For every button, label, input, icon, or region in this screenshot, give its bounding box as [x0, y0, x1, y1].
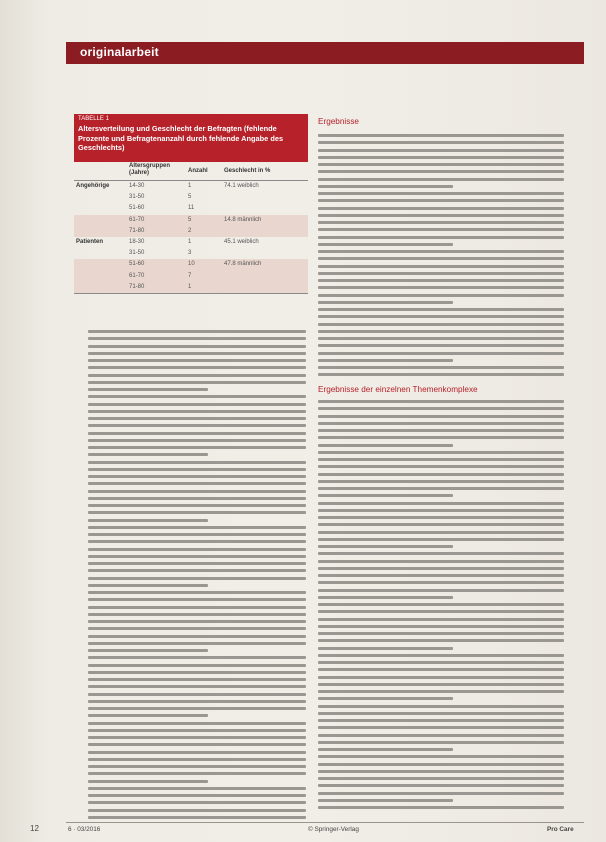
- text-line: [318, 352, 564, 355]
- text-line: [88, 751, 306, 754]
- text-line: [88, 765, 306, 768]
- text-line: [318, 373, 564, 376]
- footer-rule: [66, 822, 584, 823]
- text-line: [318, 250, 564, 253]
- text-line: [88, 490, 306, 493]
- section-heading-results: Ergebnisse: [318, 117, 359, 126]
- text-line: [88, 801, 306, 804]
- table-title: Altersverteilung und Geschlecht der Befragten (fehlende Prozente und Befragtenanzahl durch fehlende Angabe des Geschlechts): [78, 124, 284, 153]
- section-header-bar: [66, 42, 584, 64]
- section-heading-themes: Ergebnisse der einzelnen Themenkomplexe: [318, 385, 478, 394]
- text-line: [318, 366, 564, 369]
- text-line: [88, 352, 306, 355]
- text-line: [318, 323, 564, 326]
- table-caption: [74, 114, 308, 162]
- table-number: TABELLE 1: [78, 116, 109, 122]
- text-line: [88, 664, 306, 667]
- text-line: [88, 794, 306, 797]
- text-line: [88, 424, 306, 427]
- text-line: [318, 502, 564, 505]
- text-line: [318, 473, 564, 476]
- row-group: Patienten: [76, 238, 104, 245]
- text-line: [88, 584, 208, 587]
- journal-name: Pro Care: [547, 826, 574, 833]
- text-line: [318, 755, 564, 758]
- text-line: [318, 359, 453, 362]
- text-line: [318, 690, 564, 693]
- text-line: [88, 388, 208, 391]
- text-line: [318, 308, 564, 311]
- text-line: [318, 668, 564, 671]
- row-age: 51-60: [129, 261, 145, 268]
- text-line: [88, 562, 306, 565]
- text-line: [88, 374, 306, 377]
- row-age: 61-70: [129, 272, 145, 279]
- text-line: [318, 574, 564, 577]
- row-age: 31-50: [129, 250, 145, 257]
- text-line: [318, 429, 564, 432]
- row-count: 1: [188, 238, 192, 245]
- text-line: [318, 552, 564, 555]
- text-line: [318, 523, 564, 526]
- text-line: [88, 511, 306, 514]
- text-line: [88, 548, 306, 551]
- text-line: [318, 487, 564, 490]
- text-line: [318, 178, 564, 181]
- data-table: [74, 162, 308, 294]
- text-line: [88, 780, 208, 783]
- text-line: [318, 337, 564, 340]
- text-line: [318, 770, 564, 773]
- row-count: 10: [188, 261, 195, 268]
- text-line: [318, 228, 564, 231]
- text-line: [88, 453, 208, 456]
- text-line: [88, 642, 306, 645]
- row-count: 1: [188, 183, 192, 189]
- table-body: [74, 181, 308, 293]
- text-line: [88, 620, 306, 623]
- text-line: [318, 719, 564, 722]
- text-line: [318, 596, 453, 599]
- row-count: 2: [188, 227, 192, 234]
- table-row: [74, 215, 308, 226]
- text-line: [88, 359, 306, 362]
- text-line: [318, 156, 564, 159]
- text-line: [318, 465, 564, 468]
- text-line: [88, 729, 306, 732]
- text-line: [88, 497, 306, 500]
- row-age: 71-80: [129, 283, 145, 290]
- table-bottom-rule: [74, 293, 308, 294]
- text-line: [88, 410, 306, 413]
- text-line: [88, 577, 306, 580]
- text-line: [318, 625, 564, 628]
- text-line: [318, 683, 564, 686]
- text-line: [88, 366, 306, 369]
- text-line: [318, 192, 564, 195]
- text-line: [88, 685, 306, 688]
- text-line: [88, 714, 208, 717]
- text-line: [318, 265, 564, 268]
- text-line: [88, 468, 306, 471]
- text-line: [318, 141, 564, 144]
- text-line: [318, 458, 564, 461]
- text-line: [318, 236, 564, 239]
- text-line: [88, 403, 306, 406]
- text-line: [318, 531, 564, 534]
- text-line: [88, 337, 306, 340]
- row-age: 18-30: [129, 238, 145, 245]
- text-line: [318, 199, 564, 202]
- text-line: [318, 286, 564, 289]
- text-line: [318, 170, 564, 173]
- text-line: [318, 494, 453, 497]
- text-line: [318, 697, 453, 700]
- text-line: [318, 632, 564, 635]
- row-gender: 45.1 weiblich: [224, 238, 259, 245]
- text-line: [88, 591, 306, 594]
- text-line: [318, 741, 564, 744]
- text-line: [318, 705, 564, 708]
- text-line: [318, 639, 564, 642]
- row-age: 61-70: [129, 216, 145, 223]
- row-count: 5: [188, 216, 192, 223]
- text-line: [318, 748, 453, 751]
- text-line: [88, 693, 306, 696]
- text-line: [318, 301, 453, 304]
- text-line: [318, 400, 564, 403]
- row-count: 3: [188, 250, 192, 257]
- text-line: [88, 627, 306, 630]
- text-line: [318, 444, 453, 447]
- text-line: [318, 279, 564, 282]
- text-line: [318, 243, 453, 246]
- text-line: [318, 726, 564, 729]
- section-header-label: originalarbeit: [80, 45, 159, 59]
- text-line: [318, 272, 564, 275]
- text-line: [318, 415, 564, 418]
- text-line: [318, 134, 564, 137]
- table-row: [74, 226, 308, 237]
- row-gender: 74.1 weiblich: [224, 183, 259, 189]
- text-line: [88, 671, 306, 674]
- text-line: [318, 799, 453, 802]
- table-row: [74, 192, 308, 203]
- table-row: [74, 248, 308, 259]
- text-line: [318, 712, 564, 715]
- text-line: [88, 439, 306, 442]
- text-line: [318, 436, 564, 439]
- text-line: [318, 163, 564, 166]
- text-line: [318, 676, 564, 679]
- row-count: 7: [188, 272, 192, 279]
- text-line: [318, 610, 564, 613]
- text-line: [318, 538, 564, 541]
- text-line: [318, 509, 564, 512]
- page-number: 12: [30, 824, 39, 833]
- text-line: [88, 678, 306, 681]
- text-line: [88, 649, 208, 652]
- text-line: [88, 395, 306, 398]
- text-line: [318, 480, 564, 483]
- text-line: [318, 777, 564, 780]
- text-line: [318, 581, 564, 584]
- text-line: [88, 417, 306, 420]
- text-line: [88, 743, 306, 746]
- text-line: [318, 545, 453, 548]
- table-row: [74, 271, 308, 282]
- column-header-gender: Geschlecht in %: [224, 168, 271, 174]
- text-line: [88, 758, 306, 761]
- text-line: [318, 647, 453, 650]
- text-line: [88, 598, 306, 601]
- text-line: [318, 214, 564, 217]
- row-gender: 47.8 männlich: [224, 261, 262, 268]
- text-line: [318, 221, 564, 224]
- text-line: [318, 422, 564, 425]
- text-line: [88, 635, 306, 638]
- text-line: [88, 504, 306, 507]
- text-line: [318, 806, 564, 809]
- text-line: [318, 784, 564, 787]
- row-count: 11: [188, 205, 195, 212]
- text-line: [88, 707, 306, 710]
- text-line: [318, 792, 564, 795]
- text-line: [318, 567, 564, 570]
- text-line: [88, 722, 306, 725]
- text-line: [88, 330, 306, 333]
- row-count: 5: [188, 194, 192, 201]
- row-gender: 14.8 männlich: [224, 216, 262, 223]
- publisher: © Springer-Verlag: [308, 826, 359, 833]
- row-group: Angehörige: [76, 183, 110, 189]
- text-line: [318, 315, 564, 318]
- table-row: [74, 237, 308, 248]
- table-row: [74, 181, 308, 192]
- text-line: [318, 330, 564, 333]
- text-line: [88, 345, 306, 348]
- text-line: [318, 149, 564, 152]
- text-line: [318, 734, 564, 737]
- text-line: [88, 526, 306, 529]
- text-line: [318, 185, 453, 188]
- table-row: [74, 259, 308, 270]
- text-line: [318, 344, 564, 347]
- table-header: [74, 162, 308, 181]
- text-line: [88, 381, 306, 384]
- text-line: [88, 809, 306, 812]
- text-line: [88, 736, 306, 739]
- text-line: [88, 461, 306, 464]
- text-line: [318, 661, 564, 664]
- text-line: [318, 763, 564, 766]
- text-line: [318, 294, 564, 297]
- text-line: [88, 540, 306, 543]
- text-line: [88, 555, 306, 558]
- text-line: [318, 589, 564, 592]
- text-line: [88, 816, 306, 819]
- text-line: [318, 516, 564, 519]
- text-line: [88, 700, 306, 703]
- text-line: [318, 654, 564, 657]
- table-row: [74, 282, 308, 293]
- row-age: 14-30: [129, 183, 145, 189]
- text-line: [88, 613, 306, 616]
- row-age: 71-80: [129, 227, 145, 234]
- text-line: [88, 787, 306, 790]
- text-line: [318, 451, 564, 454]
- text-line: [88, 606, 306, 609]
- text-line: [318, 618, 564, 621]
- text-line: [318, 407, 564, 410]
- text-line: [88, 432, 306, 435]
- text-line: [88, 475, 306, 478]
- text-line: [318, 207, 564, 210]
- text-line: [88, 519, 208, 522]
- table-row: [74, 203, 308, 214]
- row-age: 31-50: [129, 194, 145, 201]
- issue-info: 6 · 03/2016: [68, 826, 101, 833]
- text-line: [88, 569, 306, 572]
- text-line: [318, 603, 564, 606]
- column-header-age: Altersgruppen (Jahre): [129, 163, 171, 176]
- row-age: 51-60: [129, 205, 145, 212]
- text-line: [88, 772, 306, 775]
- text-line: [88, 482, 306, 485]
- text-line: [88, 446, 306, 449]
- text-line: [88, 533, 306, 536]
- text-line: [318, 560, 564, 563]
- row-count: 1: [188, 283, 192, 290]
- text-line: [318, 257, 564, 260]
- column-header-count: Anzahl: [188, 168, 208, 174]
- text-line: [88, 656, 306, 659]
